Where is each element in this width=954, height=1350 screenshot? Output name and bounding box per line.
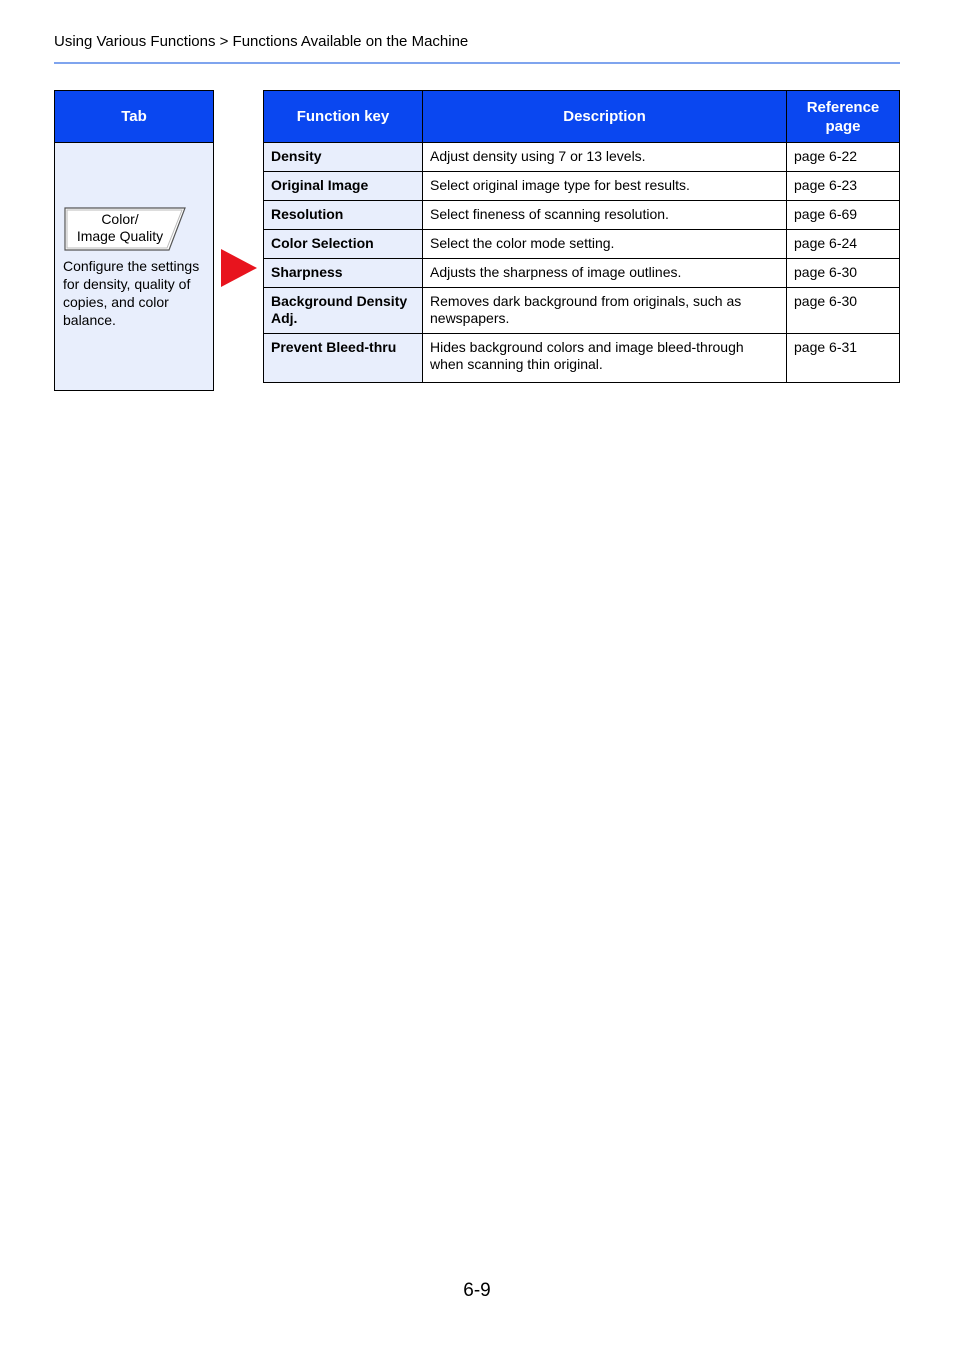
description-cell: Select original image type for best results.: [423, 172, 787, 201]
function-table-header-row: [264, 91, 900, 143]
tab-description: Configure the settings for density, quality of copies, and color balance.: [63, 258, 200, 328]
table-row: [264, 334, 900, 383]
function-key-cell: Resolution: [264, 201, 423, 230]
reference-page-link[interactable]: page 6-31: [787, 334, 900, 383]
description-cell: Adjusts the sharpness of image outlines.: [423, 259, 787, 288]
description-cell: Select fineness of scanning resolution.: [423, 201, 787, 230]
function-key-cell: Color Selection: [264, 230, 423, 259]
description-header: Description: [423, 91, 787, 143]
table-row: [264, 230, 900, 259]
description-cell: Hides background colors and image bleed-through when scanning thin original.: [423, 334, 787, 383]
description-cell: Adjust density using 7 or 13 levels.: [423, 143, 787, 172]
tab-table-header: Tab: [55, 91, 213, 143]
table-row: [264, 201, 900, 230]
function-key-cell: Prevent Bleed-thru: [264, 334, 423, 383]
table-row: [264, 259, 900, 288]
function-key-cell: Original Image: [264, 172, 423, 201]
reference-page-header: Reference page: [787, 91, 900, 143]
header-rule: [54, 62, 900, 64]
reference-page-link[interactable]: page 6-24: [787, 230, 900, 259]
table-row: [264, 288, 900, 334]
description-cell: Removes dark background from originals, such as newspapers.: [423, 288, 787, 334]
function-key-header: Function key: [264, 91, 423, 143]
page-number: 6-9: [463, 1280, 491, 1301]
color-image-quality-tab[interactable]: [63, 207, 187, 251]
function-key-cell: Sharpness: [264, 259, 423, 288]
reference-page-link[interactable]: page 6-69: [787, 201, 900, 230]
function-table: [263, 90, 900, 383]
tab-label: Color/ Image Quality: [76, 211, 164, 244]
table-row: [264, 172, 900, 201]
reference-page-link[interactable]: page 6-30: [787, 288, 900, 334]
right-triangle-arrow-icon: [221, 249, 257, 287]
breadcrumb: Using Various Functions > Functions Available on the Machine: [54, 33, 469, 50]
reference-page-link[interactable]: page 6-22: [787, 143, 900, 172]
tab-table: [54, 90, 214, 391]
reference-page-link[interactable]: page 6-30: [787, 259, 900, 288]
table-row: [264, 143, 900, 172]
function-key-cell: Density: [264, 143, 423, 172]
description-cell: Select the color mode setting.: [423, 230, 787, 259]
function-key-cell: Background Density Adj.: [264, 288, 423, 334]
reference-page-link[interactable]: page 6-23: [787, 172, 900, 201]
